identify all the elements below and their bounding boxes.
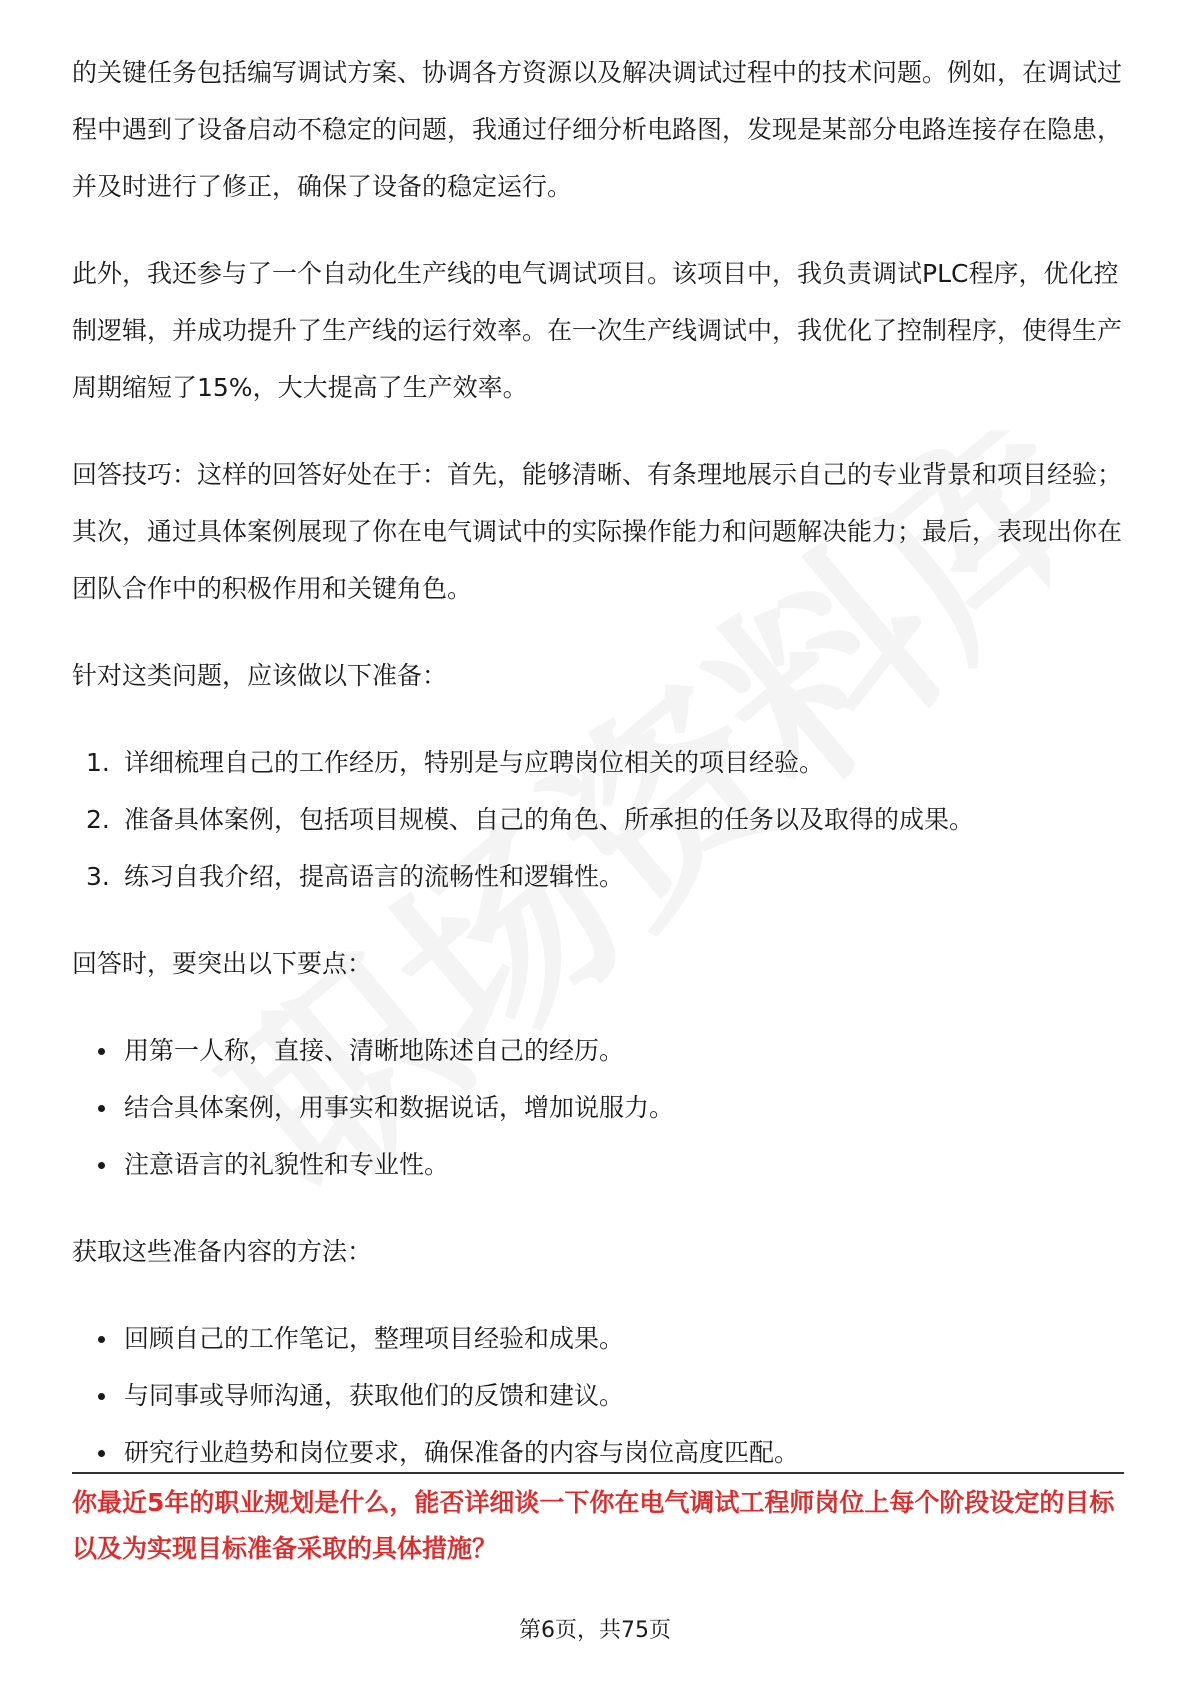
page-content: [72, 44, 1122, 1481]
bullet-icon: [98, 1450, 105, 1457]
list-item: 与同事或导师沟通，获取他们的反馈和建议。: [72, 1367, 1122, 1424]
list-item: 3. 练习自我介绍，提高语言的流畅性和逻辑性。: [86, 862, 625, 891]
paragraph-answer-points-intro: 回答时，要突出以下要点：: [72, 949, 373, 978]
methods-list: [72, 1310, 1122, 1481]
list-item: 1. 详细梳理自己的工作经历，特别是与应聘岗位相关的项目经验。: [86, 748, 825, 777]
paragraph-project-experience: 的关键任务包括编写调试方案、协调各方资源以及解决调试过程中的技术问题。例如，在调试过程中遇到了设备启动不稳定的问题，我通过仔细分析电路图，发现是某部分电路连接存在隐患，并及时进行了修正，确保了设备的稳定运行。: [72, 58, 1123, 201]
next-question-heading: 你最近5年的职业规划是什么，能否详细谈一下你在电气调试工程师岗位上每个阶段设定的目标以及为实现目标准备采取的具体措施？: [72, 1488, 1115, 1563]
bullet-icon: [98, 1393, 105, 1400]
paragraph-answer-tips: 回答技巧：这样的回答好处在于：首先，能够清晰、有条理地展示自己的专业背景和项目经验；其次，通过具体案例展现了你在电气调试中的实际操作能力和问题解决能力；最后，表现出你在团队合作中的积极作用和关键角色。: [72, 460, 1123, 603]
list-item: 结合具体案例，用事实和数据说话，增加说服力。: [72, 1079, 1122, 1136]
list-item: 用第一人称，直接、清晰地陈述自己的经历。: [72, 1022, 1122, 1079]
bullet-icon: [98, 1105, 105, 1112]
answer-points-list: [72, 1022, 1122, 1193]
bullet-icon: [98, 1336, 105, 1343]
page-footer: 第6页，共75页: [519, 1618, 671, 1643]
paragraph-prep-intro: 针对这类问题，应该做以下准备：: [72, 661, 448, 690]
list-item: 研究行业趋势和岗位要求，确保准备的内容与岗位高度匹配。: [72, 1424, 1122, 1481]
list-item: 回顾自己的工作笔记，整理项目经验和成果。: [72, 1310, 1122, 1367]
paragraph-methods-intro: 获取这些准备内容的方法：: [72, 1237, 373, 1266]
prep-steps-list: [72, 734, 1122, 905]
list-item: 2. 准备具体案例，包括项目规模、自己的角色、所承担的任务以及取得的成果。: [86, 805, 975, 834]
bullet-icon: [98, 1048, 105, 1055]
list-item: 注意语言的礼貌性和专业性。: [72, 1136, 1122, 1193]
paragraph-plc-project: 此外，我还参与了一个自动化生产线的电气调试项目。该项目中，我负责调试PLC程序，优化控制逻辑，并成功提升了生产线的运行效率。在一次生产线调试中，我优化了控制程序，使得生产周期缩短了15%，大大提高了生产效率。: [72, 259, 1123, 402]
bullet-icon: [98, 1162, 105, 1169]
